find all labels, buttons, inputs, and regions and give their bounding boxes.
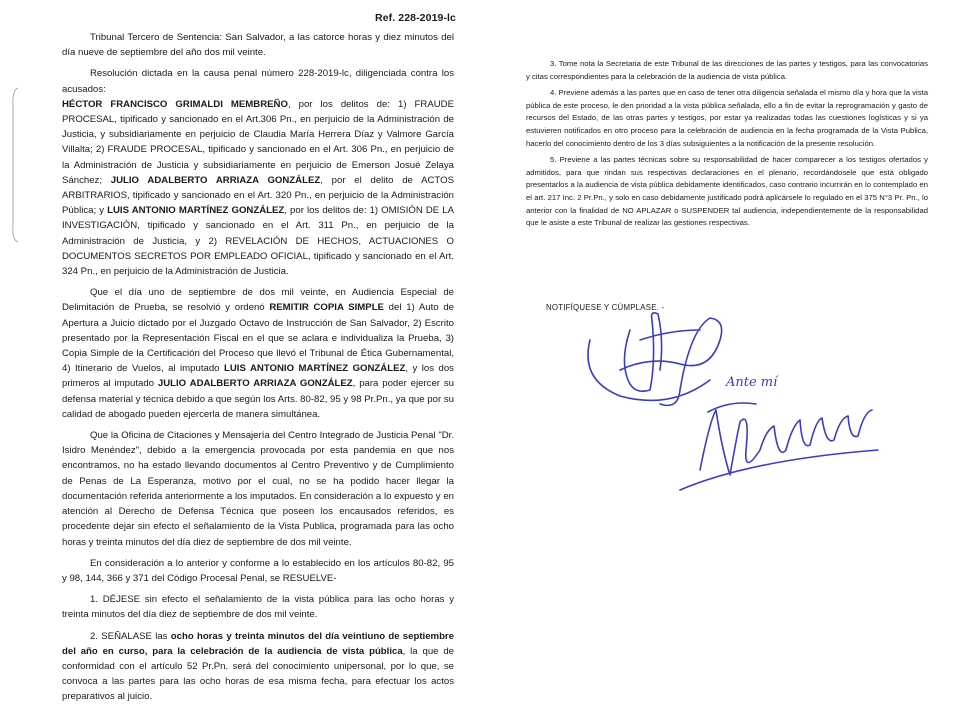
hearing-paragraph bbox=[62, 285, 454, 422]
text-run: Que el día uno de septiembre de dos mil veinte, en Audiencia Especial de Delimitación de Prueba, se resolvió y ordenó bbox=[62, 287, 454, 314]
text-run: , para poder ejercer su defensa material y técnica debido a que según los Arts. 80-82, 95 y 98 Pr.Pn., ya que por su calidad de abogado pueden ejercerla de manera simultánea. bbox=[62, 378, 454, 420]
defendant-name: JULIO ADALBERTO ARRIAZA GONZÁLEZ bbox=[110, 174, 321, 186]
resolution-item-1: 1. DÉJESE sin efecto el señalamiento de la vista pública para las ocho horas y treinta minutos del día diez de septiembre de dos mil veinte. bbox=[62, 594, 454, 621]
reference-number: Ref. 228-2019-lc bbox=[375, 12, 456, 24]
defendants-paragraph bbox=[62, 66, 454, 279]
resolution-item-4: 4. Previene además a las partes que en caso de tener otra diligencia señalada el mismo día y hora que la vista pública de este proceso, le den prioridad a la vista pública señalada, ello a fin de evitar la reprogramación y gasto de recursos del Estado, de las otras partes y testigos, por estar ya realizadas todas las cuestiones logísticas y si ya estuvieren notificados en otro proceso para la celebración de audiencia en la fecha programada de la Vista Publica, hacerlo del conocimiento dentro de los 3 días subsiguientes a la notificación de la presente resolución. bbox=[526, 88, 928, 148]
legal-basis-paragraph: En consideración a lo anterior y conforme a lo establecido en los artículos 80-82, 95 y 98, 144, 366 y 371 del Código Procesal Penal, se RESUELVE- bbox=[62, 557, 454, 584]
text-run: , y los dos primeros al imputado bbox=[62, 363, 454, 390]
pandemic-paragraph: Que la Oficina de Citaciones y Mensajería del Centro Integrado de Justicia Penal "Dr. Isidro Menéndez", debido a la emergencia provocada por esta pandemia en que nos encontramos, no ha estado llevando documentos al Centro Preventivo y de Cumplimiento de Penas de La Esperanza, motivo por el cual, no se ha podido hacer llegar la documentación referida anteriormente a los imputados. En consideración a lo expuesto y en atención al Derecho de Defensa Técnica que poseen los encausados referidos, es procedente dejar sin efecto el señalamiento de la Vista Publica, programada para las ocho horas y treinta minutos del día diez de septiembre de dos mil veinte. bbox=[62, 430, 454, 548]
notification-line: NOTIFÍQUESE Y CÚMPLASE. - bbox=[546, 303, 665, 312]
handwritten-signatures bbox=[560, 300, 890, 520]
text-run: , por los delitos de: 1) FRAUDE PROCESAL, tipificado y sancionado en el Art.306 Pn., en perjuicio de la Administración de Justicia, y subsidiariamente en perjuicio de Claudia María Herrera Díaz y Valmore García Villalta; 2) FRAUDE PROCESAL, tipificado y sancionado en el Art. 306 Pn., en perjuicio de la Administración de Justicia y subsidiariamente en perjuicio de Emerson Josué Zelaya Sánchez; bbox=[62, 98, 454, 186]
resolution-item-3: 3. Tome nota la Secretaria de este Tribunal de las direcciones de las partes y testigos, para las convocatorias y citas correspondientes para la celebración de la audiencia de vista pública. bbox=[526, 59, 928, 81]
defendant-name: JULIO ADALBERTO ARRIAZA GONZÁLEZ bbox=[157, 378, 353, 390]
resolution-item-2 bbox=[62, 629, 454, 705]
intro-paragraph: Tribunal Tercero de Sentencia: San Salvador, a las catorce horas y diez minutos del día nueve de septiembre del año dos mil veinte. bbox=[62, 32, 454, 59]
defendant-name: LUIS ANTONIO MARTÍNEZ GONZÁLEZ bbox=[224, 363, 406, 375]
text-run: del 1) Auto de Apertura a Juicio dictado por el Juzgado Octavo de Instrucción de San Salvador, 2) Escrito presentado por la Representación Fiscal en el que se aclara e individualiza la Prueba, 3) Copia Simple de la Certificación del Proceso que llevó el Tribunal de Ética Gubernamental, 4) Itinerario de Vuelos, al imputado bbox=[62, 302, 455, 375]
secretary-signature-mark bbox=[680, 403, 878, 490]
text-run: , por los delitos de: 1) OMISIÓN DE LA INVESTIGACIÓN, tipificado y sancionado en el Art. 311 Pn., en perjuicio de la Administración de Justicia, y 2) REVELACIÓN DE HECHOS, ACTUACIONES O DOCUMENTOS SECRETOS POR EMPLEADO OFICIAL, tipificado y sancionado en el Art. 324 Pn., en perjuicio de la Administración de Justicia. bbox=[62, 205, 454, 278]
text-run: , la que de conformidad con el artículo 52 Pr.Pn. será del conocimiento unipersonal, por lo que, se convoca a las partes para las ocho horas de esa misma fecha, para efectuar los actos preparativos al juicio. bbox=[62, 645, 455, 703]
defendant-name: HÉCTOR FRANCISCO GRIMALDI MEMBREÑO bbox=[62, 98, 288, 110]
resolution-body bbox=[62, 30, 454, 711]
ante-mi-label: Ante mí bbox=[726, 375, 778, 390]
margin-bracket-mark bbox=[10, 86, 20, 244]
resolution-item-5: 5. Previene a las partes técnicas sobre su responsabilidad de hacer comparecer a los testigos ofertados y admitidos, para que rindan sus respectivas declaraciones en el plenario, recordándosele que está obligado presentarlos a la audiencia de vista pública debidamente identificados, caso contrario incurrirán en lo contemplado en el art. 217 Inc. 2 Pr.Pn., y solo en caso debidamente justificado podrá aplicársele lo regulado en el 375 N°3 Pr. Pn., lo anterior con la finalidad de NO APLAZAR o SUSPENDER tal audiencia, independientemente de la responsabilidad que le asiste a este Tribunal de realizar las gestiones respectivas. bbox=[526, 155, 928, 228]
text-run: , por el delito de ACTOS ARBITRARIOS, tipificado y sancionado en el Art. 320 Pn., en perjuicio de la Administración Pública; y bbox=[62, 174, 454, 217]
judge-signature-mark bbox=[588, 313, 722, 406]
resolution-continuation bbox=[526, 58, 928, 234]
emphasis-text: REMITIR COPIA SIMPLE bbox=[269, 302, 384, 314]
defendant-name: LUIS ANTONIO MARTÍNEZ GONZÁLEZ bbox=[107, 205, 285, 217]
emphasis-text: ocho horas y treinta minutos del día veintiuno de septiembre del año en curso, para la celebración de la audiencia de vista pública bbox=[62, 630, 454, 657]
text-run: Resolución dictada en la causa penal número 228-2019-lc, diligenciada contra los acusados: bbox=[62, 68, 454, 95]
text-run: 2. SEÑALASE las bbox=[90, 630, 171, 642]
